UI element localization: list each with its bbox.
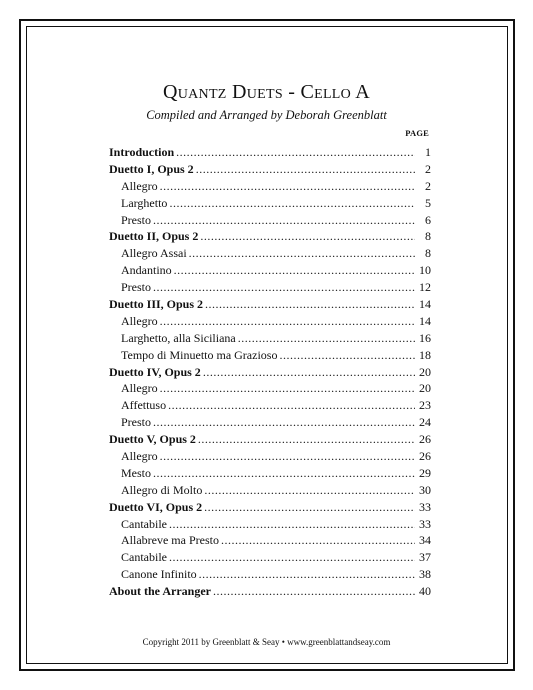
dot-leader [279,347,415,364]
toc-entry-label: Allegro Assai [121,246,187,261]
toc-entry-label: Larghetto [121,195,168,210]
dot-leader [153,414,415,431]
toc-movement-entry [109,566,431,583]
dot-leader [199,566,415,583]
toc-entry-page-number: 26 [419,432,431,447]
dot-leader [176,144,415,161]
toc-movement-entry [109,212,431,229]
toc-entry-page-number: 29 [419,465,431,480]
dot-leader [205,296,415,313]
toc-entry-page-number: 40 [419,584,431,599]
toc-section-entry [109,431,431,448]
toc-entry-label: Allegro [121,381,158,396]
toc-entry-page-number: 30 [419,482,431,497]
toc-movement-entry [109,313,431,330]
toc-entry-label: Affettuso [121,398,167,413]
toc-entry-page-number: 37 [419,550,431,565]
toc-entry-page-number: 34 [419,533,431,548]
toc-entry-page-number: 1 [425,145,431,159]
document-title: Quantz Duets - Cello A [162,81,371,103]
toc-entry-label: Duetto III, Opus 2 [109,297,204,312]
dot-leader [160,448,415,465]
toc-movement-entry [109,516,431,533]
toc-entry-label: Canone Infinito [121,567,197,582]
dot-leader [153,279,415,296]
toc-entry-page-number: 2 [425,178,431,193]
toc-section-entry [109,228,431,245]
dot-leader [221,532,415,549]
dot-leader [200,228,415,245]
dot-leader [160,313,415,330]
toc-entry-page-number: 12 [419,280,431,295]
toc-movement-entry [109,397,431,414]
toc-entry-label: Allegro di Molto [121,482,203,497]
toc-entry-label: Presto [121,415,151,430]
dot-leader [153,465,415,482]
toc-movement-entry [109,532,431,549]
table-of-contents [109,144,431,600]
toc-entry-page-number: 5 [425,195,431,210]
toc-entry-page-number: 8 [425,229,431,244]
toc-movement-entry [109,195,431,212]
toc-movement-entry [109,178,431,195]
toc-entry-label: Duetto VI, Opus 2 [109,499,203,514]
toc-entry-label: Allegro [121,178,158,193]
dot-leader [189,245,415,262]
dot-leader [238,330,415,347]
dot-leader [196,161,415,178]
toc-movement-entry [109,414,431,431]
toc-entry-page-number: 23 [419,398,431,413]
toc-section-entry [109,583,431,600]
toc-entry-label: Andantino [121,263,172,278]
toc-movement-entry [109,448,431,465]
toc-movement-entry [109,465,431,482]
toc-entry-label: Cantabile [121,516,167,531]
page-column-header: PAGE [405,128,429,138]
toc-entry-page-number: 8 [425,246,431,261]
toc-movement-entry [109,549,431,566]
toc-entry-label: Allegro [121,313,158,328]
toc-section-entry [109,364,431,381]
dot-leader [204,499,415,516]
toc-entry-page-number: 33 [419,499,431,514]
toc-movement-entry [109,482,431,499]
toc-entry-label: Allegro [121,449,158,464]
document-subtitle: Compiled and Arranged by Deborah Greenblatt [146,108,387,122]
toc-entry-label: Presto [121,212,151,227]
toc-entry-label: About the Arranger [109,584,211,599]
toc-entry-page-number: 18 [419,347,431,362]
toc-entry-label: Duetto IV, Opus 2 [109,364,201,379]
toc-entry-page-number: 20 [419,381,431,396]
toc-section-entry [109,296,431,313]
toc-entry-page-number: 6 [425,212,431,227]
toc-section-entry [109,144,431,161]
toc-entry-label: Larghetto, alla Siciliana [121,330,236,345]
toc-entry-page-number: 24 [419,415,431,430]
toc-entry-page-number: 20 [419,364,431,379]
toc-entry-page-number: 14 [419,313,431,328]
toc-entry-label: Allabreve ma Presto [121,533,219,548]
dot-leader [169,549,415,566]
copyright-footer: Copyright 2011 by Greenblatt & Seay • www.greenblattandseay.com [142,637,391,647]
dot-leader [160,178,415,195]
dot-leader [160,380,415,397]
toc-entry-label: Mesto [121,465,151,480]
toc-entry-page-number: 16 [419,330,431,345]
toc-entry-label: Introduction [109,145,175,159]
toc-entry-page-number: 26 [419,449,431,464]
toc-entry-page-number: 38 [419,567,431,582]
dot-leader [169,516,415,533]
dot-leader [204,482,415,499]
toc-entry-label: Duetto II, Opus 2 [109,229,199,244]
toc-movement-entry [109,380,431,397]
dot-leader [174,262,415,279]
toc-movement-entry [109,262,431,279]
toc-entry-label: Duetto V, Opus 2 [109,432,196,447]
toc-movement-entry [109,330,431,347]
toc-entry-label: Tempo di Minuetto ma Grazioso [121,347,278,362]
dot-leader [153,212,415,229]
toc-entry-page-number: 2 [425,161,431,176]
toc-movement-entry [109,347,431,364]
toc-entry-label: Cantabile [121,550,167,565]
dot-leader [198,431,415,448]
toc-entry-page-number: 33 [419,516,431,531]
toc-entry-label: Duetto I, Opus 2 [109,161,194,176]
toc-entry-page-number: 14 [419,297,431,312]
toc-section-entry [109,499,431,516]
toc-movement-entry [109,245,431,262]
dot-leader [203,364,415,381]
dot-leader [213,583,415,600]
dot-leader [168,397,415,414]
toc-section-entry [109,161,431,178]
dot-leader [169,195,415,212]
toc-entry-page-number: 10 [419,263,431,278]
toc-entry-label: Presto [121,280,151,295]
toc-movement-entry [109,279,431,296]
